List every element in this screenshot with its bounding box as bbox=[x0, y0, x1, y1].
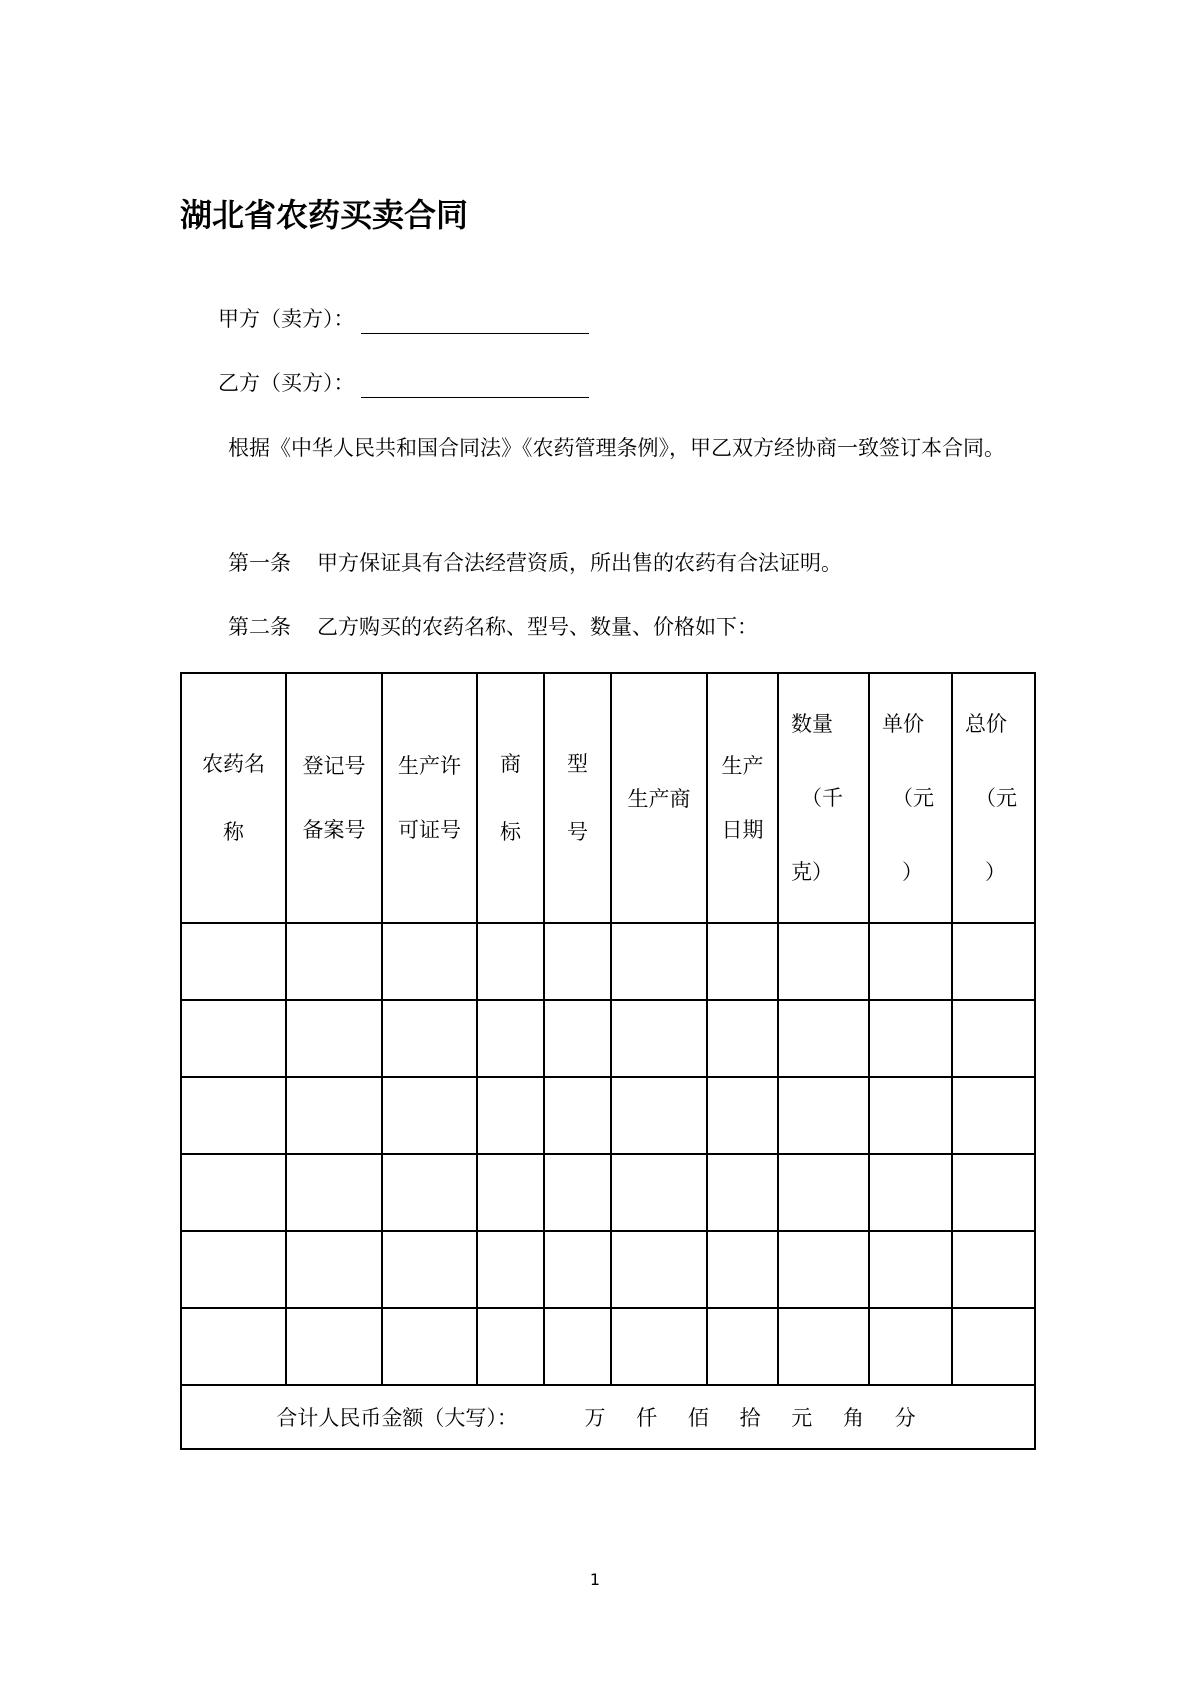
table-cell[interactable] bbox=[477, 1308, 544, 1385]
total-amount-cell[interactable] bbox=[181, 1385, 1035, 1449]
table-cell[interactable] bbox=[611, 1077, 707, 1154]
table-row bbox=[181, 1077, 1035, 1154]
total-amount-label: 合计人民币金额（大写）： bbox=[276, 1406, 518, 1430]
table-cell[interactable] bbox=[778, 923, 869, 1000]
table-cell[interactable] bbox=[869, 1308, 952, 1385]
table-cell[interactable] bbox=[181, 923, 286, 1000]
total-row bbox=[181, 1385, 1035, 1449]
table-row bbox=[181, 1154, 1035, 1231]
table-cell[interactable] bbox=[382, 1154, 477, 1231]
table-row bbox=[181, 923, 1035, 1000]
buyer-line bbox=[218, 368, 589, 398]
table-cell[interactable] bbox=[778, 1077, 869, 1154]
table-cell[interactable] bbox=[477, 1000, 544, 1077]
header-model: 型 号 bbox=[544, 673, 611, 923]
table-cell[interactable] bbox=[477, 923, 544, 1000]
header-registration-number: 登记号 备案号 bbox=[286, 673, 382, 923]
table-cell[interactable] bbox=[778, 1308, 869, 1385]
table-cell[interactable] bbox=[869, 923, 952, 1000]
table-cell[interactable] bbox=[707, 923, 778, 1000]
table-cell[interactable] bbox=[952, 923, 1035, 1000]
table-cell[interactable] bbox=[544, 1000, 611, 1077]
unit-yuan: 元 bbox=[791, 1406, 813, 1430]
table-cell[interactable] bbox=[181, 1231, 286, 1308]
table-cell[interactable] bbox=[611, 1000, 707, 1077]
table-cell[interactable] bbox=[544, 1308, 611, 1385]
table-cell[interactable] bbox=[869, 1000, 952, 1077]
article-2-number: 第二条 bbox=[228, 615, 291, 639]
table-cell[interactable] bbox=[181, 1154, 286, 1231]
table-cell[interactable] bbox=[611, 1154, 707, 1231]
table-cell[interactable] bbox=[869, 1154, 952, 1231]
table-cell[interactable] bbox=[286, 1000, 382, 1077]
table-cell[interactable] bbox=[477, 1077, 544, 1154]
table-cell[interactable] bbox=[286, 923, 382, 1000]
article-2-text: 乙方购买的农药名称、型号、数量、价格如下： bbox=[317, 615, 758, 639]
table-cell[interactable] bbox=[778, 1231, 869, 1308]
amount-units bbox=[585, 1402, 940, 1432]
page-number: 1 bbox=[589, 1570, 601, 1589]
table-cell[interactable] bbox=[611, 1308, 707, 1385]
preamble-paragraph: 根据《中华人民共和国合同法》《农药管理条例》，甲乙双方经协商一致签订本合同。 bbox=[228, 436, 1005, 460]
table-cell[interactable] bbox=[477, 1231, 544, 1308]
table-cell[interactable] bbox=[544, 1154, 611, 1231]
table-cell[interactable] bbox=[181, 1077, 286, 1154]
table-cell[interactable] bbox=[286, 1154, 382, 1231]
table-cell[interactable] bbox=[952, 1000, 1035, 1077]
document-title: 湖北省农药买卖合同 bbox=[180, 196, 469, 234]
goods-table bbox=[180, 672, 1036, 1450]
table-cell[interactable] bbox=[382, 1077, 477, 1154]
table-row bbox=[181, 1000, 1035, 1077]
table-cell[interactable] bbox=[181, 1000, 286, 1077]
header-total-price: 总价 （元 ） bbox=[952, 673, 1035, 923]
table-cell[interactable] bbox=[707, 1308, 778, 1385]
article-1-text: 甲方保证具有合法经营资质，所出售的农药有合法证明。 bbox=[317, 551, 842, 575]
table-cell[interactable] bbox=[286, 1308, 382, 1385]
table-cell[interactable] bbox=[707, 1077, 778, 1154]
table-cell[interactable] bbox=[382, 1000, 477, 1077]
table-row bbox=[181, 1308, 1035, 1385]
table-cell[interactable] bbox=[181, 1308, 286, 1385]
article-2 bbox=[228, 612, 758, 642]
table-cell[interactable] bbox=[611, 1231, 707, 1308]
table-cell[interactable] bbox=[952, 1231, 1035, 1308]
table-cell[interactable] bbox=[778, 1154, 869, 1231]
buyer-label: 乙方（买方）： bbox=[218, 371, 355, 395]
table-cell[interactable] bbox=[778, 1000, 869, 1077]
unit-shi: 拾 bbox=[739, 1406, 761, 1430]
unit-wan: 万 bbox=[584, 1406, 606, 1430]
header-unit-price: 单价 （元 ） bbox=[869, 673, 952, 923]
article-1 bbox=[228, 548, 842, 578]
table-header-row bbox=[181, 673, 1035, 923]
seller-blank[interactable] bbox=[361, 309, 589, 334]
table-cell[interactable] bbox=[869, 1077, 952, 1154]
table-cell[interactable] bbox=[869, 1231, 952, 1308]
table-cell[interactable] bbox=[382, 1231, 477, 1308]
table-cell[interactable] bbox=[611, 923, 707, 1000]
table-cell[interactable] bbox=[707, 1231, 778, 1308]
table-cell[interactable] bbox=[544, 1231, 611, 1308]
table-cell[interactable] bbox=[707, 1000, 778, 1077]
unit-qian: 仟 bbox=[636, 1406, 658, 1430]
seller-line bbox=[218, 304, 589, 334]
table-cell[interactable] bbox=[952, 1154, 1035, 1231]
table-cell[interactable] bbox=[544, 923, 611, 1000]
table-row bbox=[181, 1231, 1035, 1308]
table-cell[interactable] bbox=[952, 1077, 1035, 1154]
header-quantity: 数量 （千 克） bbox=[778, 673, 869, 923]
header-pesticide-name: 农药名 称 bbox=[181, 673, 286, 923]
table-cell[interactable] bbox=[707, 1154, 778, 1231]
unit-fen: 分 bbox=[894, 1406, 916, 1430]
article-1-number: 第一条 bbox=[228, 551, 291, 575]
unit-bai: 佰 bbox=[687, 1406, 709, 1430]
header-manufacturer: 生产商 bbox=[611, 673, 707, 923]
unit-jiao: 角 bbox=[842, 1406, 864, 1430]
table-cell[interactable] bbox=[382, 1308, 477, 1385]
header-brand: 商 标 bbox=[477, 673, 544, 923]
table-cell[interactable] bbox=[382, 923, 477, 1000]
table-cell[interactable] bbox=[477, 1154, 544, 1231]
seller-label: 甲方（卖方）： bbox=[218, 307, 355, 331]
buyer-blank[interactable] bbox=[361, 373, 589, 398]
table-cell[interactable] bbox=[286, 1077, 382, 1154]
table-cell[interactable] bbox=[952, 1308, 1035, 1385]
goods-table-wrapper bbox=[180, 672, 1034, 1446]
table-cell[interactable] bbox=[544, 1077, 611, 1154]
table-cell[interactable] bbox=[286, 1231, 382, 1308]
header-production-license: 生产许 可证号 bbox=[382, 673, 477, 923]
header-production-date: 生产 日期 bbox=[707, 673, 778, 923]
